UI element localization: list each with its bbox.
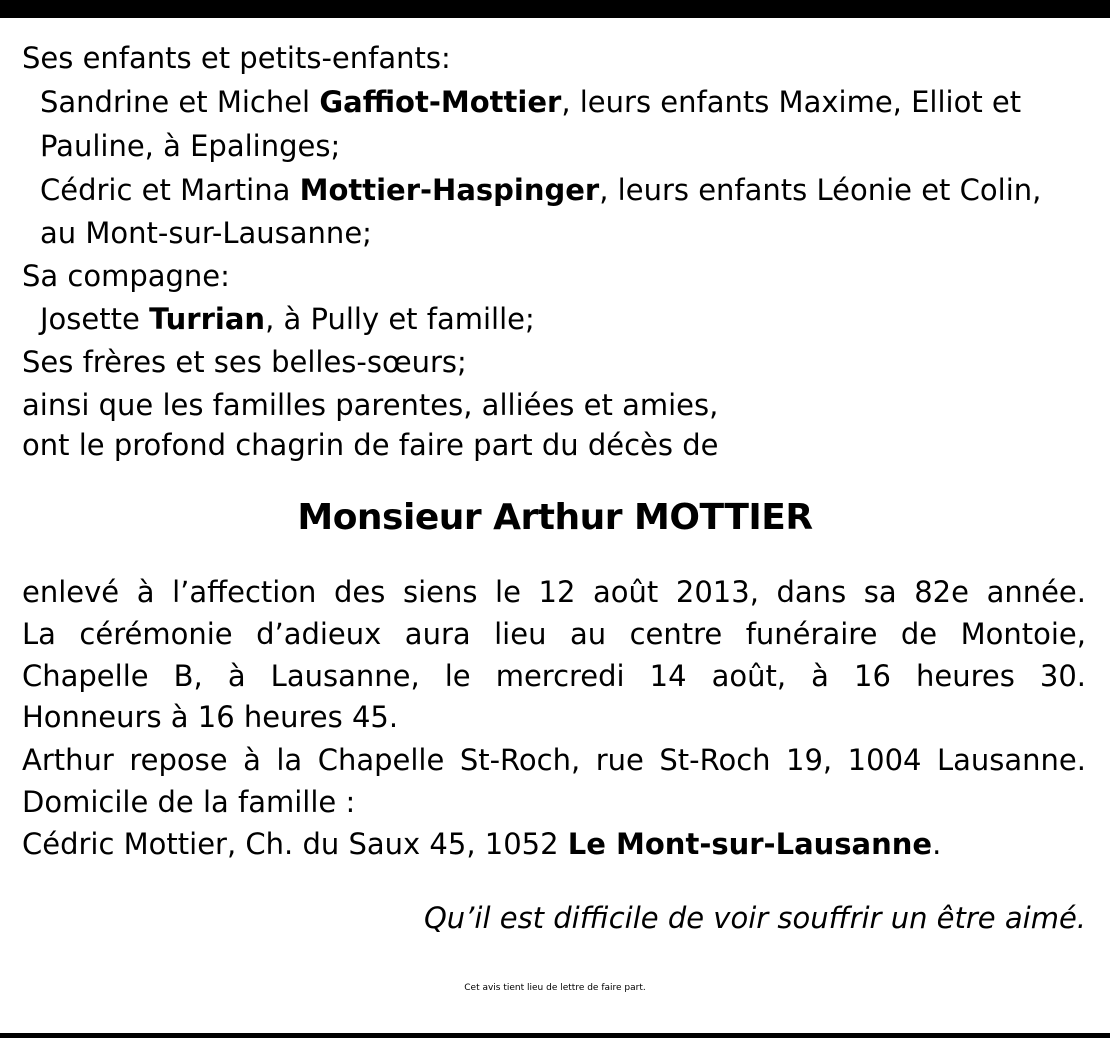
address-city: Le Mont-sur-Lausanne bbox=[567, 827, 933, 861]
partner-prefix: Josette bbox=[40, 302, 150, 336]
details-line-1: enlevé à l’affection des siens le 12 août 2013, dans sa 82e année. bbox=[22, 575, 1086, 609]
details-line-6: Domicile de la famille : bbox=[22, 785, 356, 819]
child2-line bbox=[40, 170, 1041, 210]
child1-continuation: Pauline, à Epalinges; bbox=[40, 129, 341, 163]
child1-line bbox=[40, 82, 1021, 122]
address-suffix: . bbox=[932, 827, 942, 861]
partner-suffix: , à Pully et famille; bbox=[265, 302, 535, 336]
deceased-name: Monsieur Arthur MOTTIER bbox=[297, 497, 813, 538]
closing-note: Cet avis tient lieu de lettre de faire part. bbox=[464, 983, 646, 993]
child2-continuation: au Mont-sur-Lausanne; bbox=[40, 216, 372, 250]
child1-suffix: , leurs enfants Maxime, Elliot et bbox=[561, 85, 1022, 119]
bottom-border-rule bbox=[0, 1033, 1110, 1038]
partner-intro: Sa compagne: bbox=[22, 259, 230, 293]
child2-suffix: , leurs enfants Léonie et Colin, bbox=[599, 173, 1042, 207]
siblings-line: Ses frères et ses belles-sœurs; bbox=[22, 345, 467, 379]
details-line-4: Honneurs à 16 heures 45. bbox=[22, 700, 399, 734]
child2-prefix: Cédric et Martina bbox=[40, 173, 300, 207]
child1-prefix: Sandrine et Michel bbox=[40, 85, 320, 119]
motto: Qu’il est difficile de voir souffrir un être aimé. bbox=[423, 901, 1086, 935]
announcement-line: ont le profond chagrin de faire part du décès de bbox=[22, 428, 719, 462]
details-line-2: La cérémonie d’adieux aura lieu au centre funéraire de Montoie, bbox=[22, 617, 1086, 651]
details-line-5: Arthur repose à la Chapelle St-Roch, rue St-Roch 19, 1004 Lausanne. bbox=[22, 743, 1086, 777]
family-address bbox=[22, 824, 941, 864]
partner-line bbox=[40, 299, 535, 339]
details-line-3: Chapelle B, à Lausanne, le mercredi 14 août, à 16 heures 30. bbox=[22, 659, 1086, 693]
partner-surname: Turrian bbox=[149, 302, 266, 336]
relatives-line: ainsi que les familles parentes, alliées et amies, bbox=[22, 388, 719, 422]
children-intro: Ses enfants et petits-enfants: bbox=[22, 41, 451, 75]
address-prefix: Cédric Mottier, Ch. du Saux 45, 1052 bbox=[22, 827, 568, 861]
child1-surname: Gaffiot-Mottier bbox=[319, 85, 562, 119]
child2-surname: Mottier-Haspinger bbox=[299, 173, 600, 207]
